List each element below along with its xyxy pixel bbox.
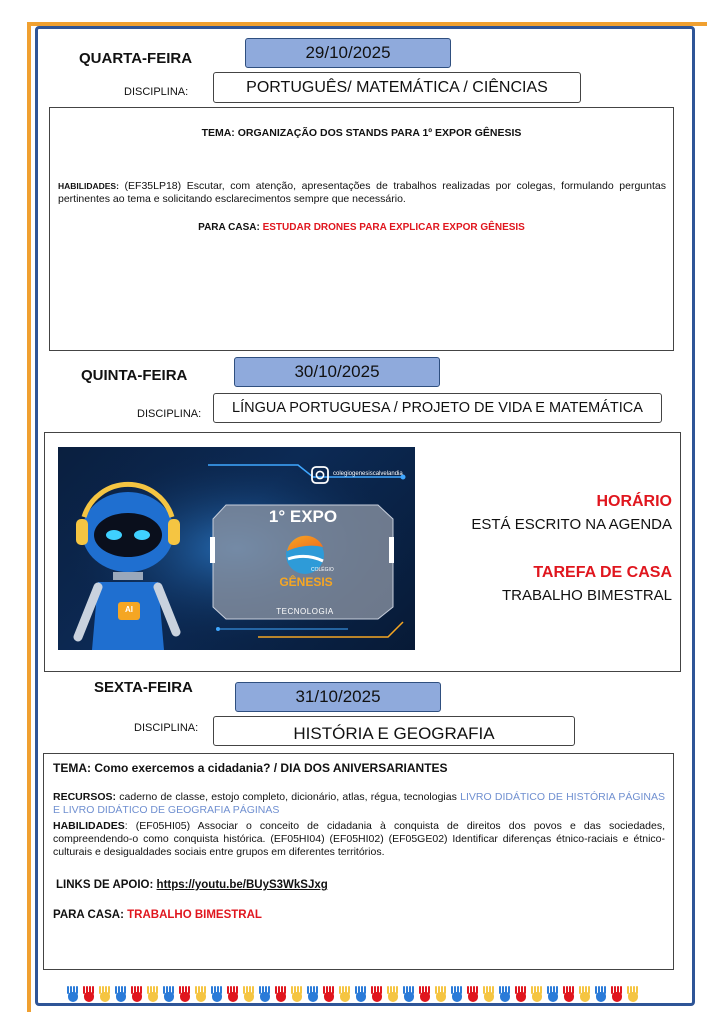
banner-logo-small: COLÉGIO xyxy=(311,567,334,573)
discipline-label: DISCIPLINA: xyxy=(134,722,199,734)
habilidades-paragraph xyxy=(58,180,666,206)
para-casa-label: PARA CASA: xyxy=(198,222,260,233)
hand-icon xyxy=(594,986,608,1004)
hand-icon xyxy=(498,986,512,1004)
date-box-friday: 31/10/2025 xyxy=(235,682,441,712)
hand-icon xyxy=(146,986,160,1004)
hand-icon xyxy=(562,986,576,1004)
weekday-wednesday: QUARTA-FEIRA xyxy=(79,50,193,67)
recursos-paragraph xyxy=(53,791,665,817)
links-label: LINKS DE APOIO: xyxy=(56,879,154,891)
hand-icon xyxy=(338,986,352,1004)
hand-icon xyxy=(466,986,480,1004)
hand-icon xyxy=(210,986,224,1004)
hand-icon xyxy=(450,986,464,1004)
expo-banner-graphics xyxy=(58,447,415,650)
hands-border xyxy=(66,986,666,1006)
content-panel-friday xyxy=(43,753,674,970)
tarefa-label: TAREFA DE CASA xyxy=(533,564,672,581)
hand-icon xyxy=(306,986,320,1004)
hand-icon xyxy=(162,986,176,1004)
hand-icon xyxy=(66,986,80,1004)
banner-logo-text: GÊNESIS xyxy=(279,575,333,589)
weekday-thursday: QUINTA-FEIRA xyxy=(81,367,188,384)
habilidades-label: HABILIDADES: xyxy=(58,181,119,191)
discipline-label: DISCIPLINA: xyxy=(137,408,202,420)
horario-label: HORÁRIO xyxy=(596,493,672,510)
hand-icon xyxy=(386,986,400,1004)
tema-line xyxy=(50,127,673,140)
hand-icon xyxy=(402,986,416,1004)
hand-icon xyxy=(418,986,432,1004)
habilidades-label: HABILIDADES xyxy=(53,820,125,832)
tema-line xyxy=(53,761,448,775)
recursos-label: RECURSOS: xyxy=(53,791,117,803)
date-box-wednesday: 29/10/2025 xyxy=(245,38,451,68)
hand-icon xyxy=(610,986,624,1004)
tema-label: TEMA: xyxy=(53,761,91,775)
hand-icon xyxy=(242,986,256,1004)
para-casa-line: PARA CASA: TRABALHO BIMESTRAL xyxy=(53,909,262,921)
discipline-box-wednesday: PORTUGUÊS/ MATEMÁTICA / CIÊNCIAS xyxy=(213,72,581,103)
content-panel-wednesday xyxy=(49,107,674,351)
tema-label: TEMA: xyxy=(201,127,235,139)
habilidades-text-2: (EF05HI04) (EF05HI02) (EF05GE02) Identificar diferenças étnico-raciais e étnico-culturais e desigualdades sociais entre grupos em diferentes territórios. xyxy=(53,833,666,858)
links-line xyxy=(56,879,328,891)
robot-badge: AI xyxy=(125,605,133,614)
para-casa-text: ESTUDAR DRONES PARA EXPLICAR EXPOR GÊNESIS xyxy=(262,222,525,233)
recursos-books: LIVRO DIDÁTICO DE HISTÓRIA PÁGINAS E LIVRO DIDÁTICO DE GEOGRAFIA PÁGINAS xyxy=(53,791,666,816)
hand-icon xyxy=(130,986,144,1004)
banner-subtitle: TECNOLOGIA xyxy=(276,607,334,616)
banner-handle: colegiogenesiscalvelandia xyxy=(333,471,403,477)
hand-icon xyxy=(370,986,384,1004)
hand-icon xyxy=(354,986,368,1004)
hand-icon xyxy=(178,986,192,1004)
hand-icon xyxy=(530,986,544,1004)
habilidades-text: (EF35LP18) Escutar, com atenção, apresentações de trabalhos realizadas por colegas, formulando perguntas pertinentes ao tema e solicitando esclarecimentos sempre que necessário. xyxy=(58,180,666,205)
discipline-label: DISCIPLINA: xyxy=(124,86,189,98)
hand-icon xyxy=(194,986,208,1004)
horario-text: ESTÁ ESCRITO NA AGENDA xyxy=(471,516,672,533)
expo-banner-image xyxy=(58,447,415,650)
recursos-text: caderno de classe, estojo completo, dicionário, atlas, régua, tecnologias xyxy=(119,791,457,803)
weekday-friday: SEXTA-FEIRA xyxy=(94,679,193,696)
orange-left-rule xyxy=(27,22,31,1012)
discipline-box-friday: HISTÓRIA E GEOGRAFIA xyxy=(213,716,575,746)
habilidades-paragraph: HABILIDADES: (EF05HI05) Associar o conceito de cidadania à conquista de direitos dos povos e das sociedades, compreendendo-o como conquista histórica. (EF05HI04) (EF05HI02) (EF05GE02) Identificar diferenças étnico-raciais e étnico-culturais e desigualdades sociais entre grupos em diferentes territórios. xyxy=(53,820,666,858)
tema-text: ORGANIZAÇÃO DOS STANDS PARA 1º EXPOR GÊNESIS xyxy=(237,127,522,139)
hand-icon xyxy=(578,986,592,1004)
hand-icon xyxy=(626,986,640,1004)
support-video-link[interactable]: https://youtu.be/BUyS3WkSJxg xyxy=(156,879,328,891)
hand-icon xyxy=(514,986,528,1004)
hand-icon xyxy=(114,986,128,1004)
hand-icon xyxy=(322,986,336,1004)
hand-icon xyxy=(274,986,288,1004)
hand-icon xyxy=(82,986,96,1004)
hand-icon xyxy=(258,986,272,1004)
hand-icon xyxy=(434,986,448,1004)
discipline-box-thursday: LÍNGUA PORTUGUESA / PROJETO DE VIDA E MATEMÁTICA xyxy=(213,393,662,423)
para-casa-line xyxy=(50,222,673,233)
hand-icon xyxy=(290,986,304,1004)
tarefa-text: TRABALHO BIMESTRAL xyxy=(501,587,672,604)
hand-icon xyxy=(98,986,112,1004)
content-panel-thursday xyxy=(44,432,681,672)
hand-icon xyxy=(226,986,240,1004)
para-casa-label: PARA CASA xyxy=(53,909,121,921)
para-casa-text: TRABALHO BIMESTRAL xyxy=(127,909,262,921)
hand-icon xyxy=(546,986,560,1004)
habilidades-text-1: (EF05HI05) Associar o conceito de cidadania à conquista de direitos dos povos e das sociedades, compreendendo-o como conquista histórica. xyxy=(53,820,665,845)
hand-icon xyxy=(482,986,496,1004)
date-box-thursday: 30/10/2025 xyxy=(234,357,440,387)
banner-title: 1° EXPO xyxy=(268,507,338,526)
tema-text: Como exercemos a cidadania? / DIA DOS ANIVERSARIANTES xyxy=(94,761,448,775)
